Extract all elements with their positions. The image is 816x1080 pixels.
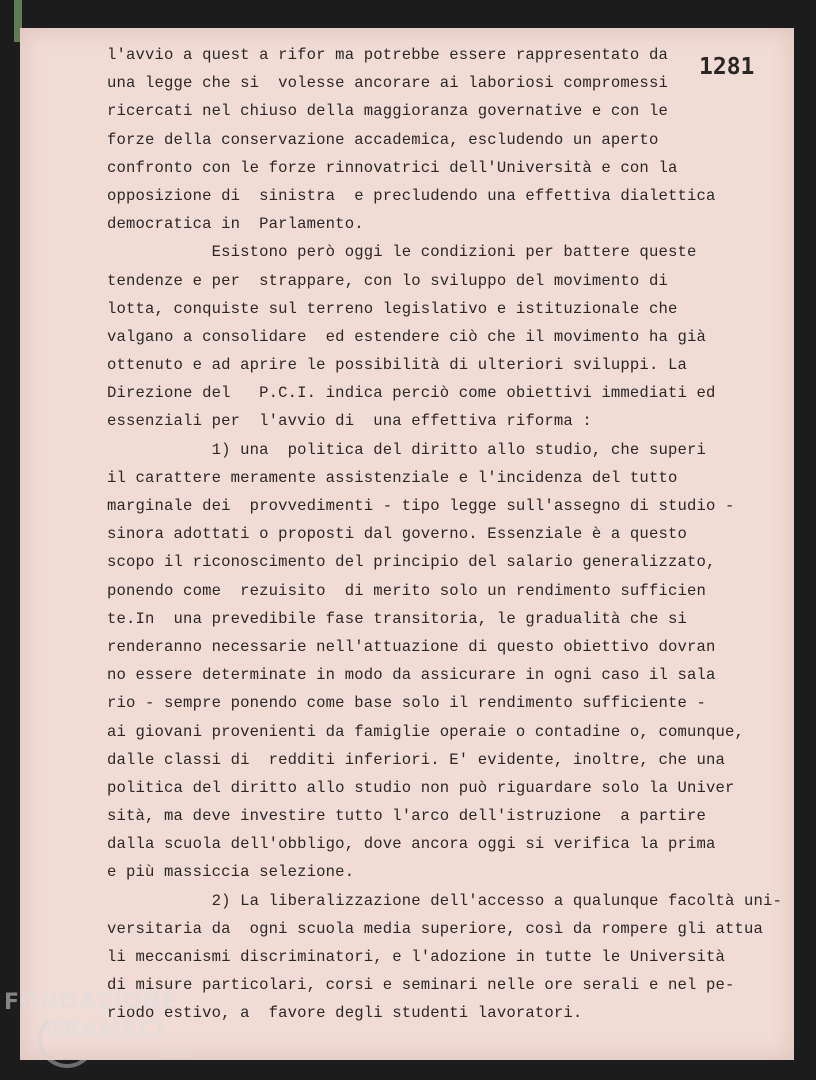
text-line: di misure particolari, corsi e seminari nelle ore serali e nel pe- — [107, 976, 735, 995]
watermark-line1: FONDAZIONE — [4, 990, 178, 1015]
text-line: confronto con le forze rinnovatrici dell'Università e con la — [107, 158, 678, 177]
text-line: l'avvio a quest a rifor ma potrebbe essere rappresentato da — [107, 46, 668, 64]
text-line: riodo estivo, a favore degli studenti lavoratori. — [107, 1004, 583, 1023]
text-line: ricercati nel chiuso della maggioranza governative e con le — [107, 102, 668, 121]
text-line: sità, ma deve investire tutto l'arco dell'istruzione a partire — [107, 807, 706, 826]
watermark-line3: onlus — [164, 1050, 189, 1060]
text-line: dalla scuola dell'obbligo, dove ancora oggi si verifica la prima — [107, 835, 716, 854]
text-line: ai giovani provenienti da famiglie operaie o contadine o, comunque, — [107, 722, 745, 741]
text-line: rio - sempre ponendo come base solo il rendimento sufficiente - — [107, 694, 706, 713]
text-line: Esistono però oggi le condizioni per battere queste — [107, 243, 697, 262]
text-line: valgano a consolidare ed estendere ciò che il movimento ha già — [107, 327, 706, 346]
text-line: una legge che si volesse ancorare ai laboriosi compromessi — [107, 74, 668, 93]
page-number: 1281 — [699, 54, 755, 80]
watermark-logo — [4, 990, 224, 1070]
text-line: te.In una prevedibile fase transitoria, le gradualità che si — [107, 609, 687, 628]
text-line: opposizione di sinistra e precludendo una effettiva dialettica — [107, 186, 716, 205]
text-line: il carattere meramente assistenziale e l'incidenza del tutto — [107, 468, 678, 487]
text-line: versitaria da ogni scuola media superiore, così da rompere gli attua — [107, 919, 764, 938]
text-line: lotta, conquiste sul terreno legislativo e istituzionale che — [107, 299, 678, 318]
text-line: essenziali per l'avvio di una effettiva riforma : — [107, 412, 592, 431]
text-line: democratica in Parlamento. — [107, 215, 364, 234]
text-line: tendenze e per strappare, con lo sviluppo del movimento di — [107, 271, 668, 290]
text-line: 2) La liberalizzazione dell'accesso a qualunque facoltà uni- — [107, 891, 783, 910]
text-line: scopo il riconoscimento del principio del salario generalizzato, — [107, 553, 716, 572]
text-line: ottenuto e ad aprire le possibilità di ulteriori sviluppi. La — [107, 356, 687, 375]
text-line: ponendo come rezuisito di merito solo un rendimento sufficien — [107, 581, 706, 600]
text-line: renderanno necessarie nell'attuazione di questo obiettivo dovran — [107, 637, 716, 656]
text-line: Direzione del P.C.I. indica perciò come obiettivi immediati ed — [107, 384, 716, 403]
body-text — [107, 41, 783, 1028]
text-line: no essere determinate in modo da assicurare in ogni caso il sala — [107, 666, 716, 685]
text-line: sinora adottati o proposti dal governo. Essenziale è a questo — [107, 525, 687, 544]
text-line: politica del diritto allo studio non può riguardare solo la Univer — [107, 778, 735, 797]
text-line: 1) una politica del diritto allo studio, che superi — [107, 440, 706, 459]
text-line: forze della conservazione accademica, escludendo un aperto — [107, 130, 659, 149]
text-line: li meccanismi discriminatori, e l'adozione in tutte le Università — [107, 948, 726, 966]
text-line: dalle classi di redditi inferiori. E' evidente, inoltre, che una — [107, 750, 726, 769]
text-line: marginale dei provvedimenti - tipo legge sull'assegno di studio - — [107, 497, 735, 515]
typewritten-page — [20, 28, 794, 1060]
watermark-line2: GRAMSCI — [44, 1018, 166, 1043]
text-line: e più massiccia selezione. — [107, 863, 355, 882]
